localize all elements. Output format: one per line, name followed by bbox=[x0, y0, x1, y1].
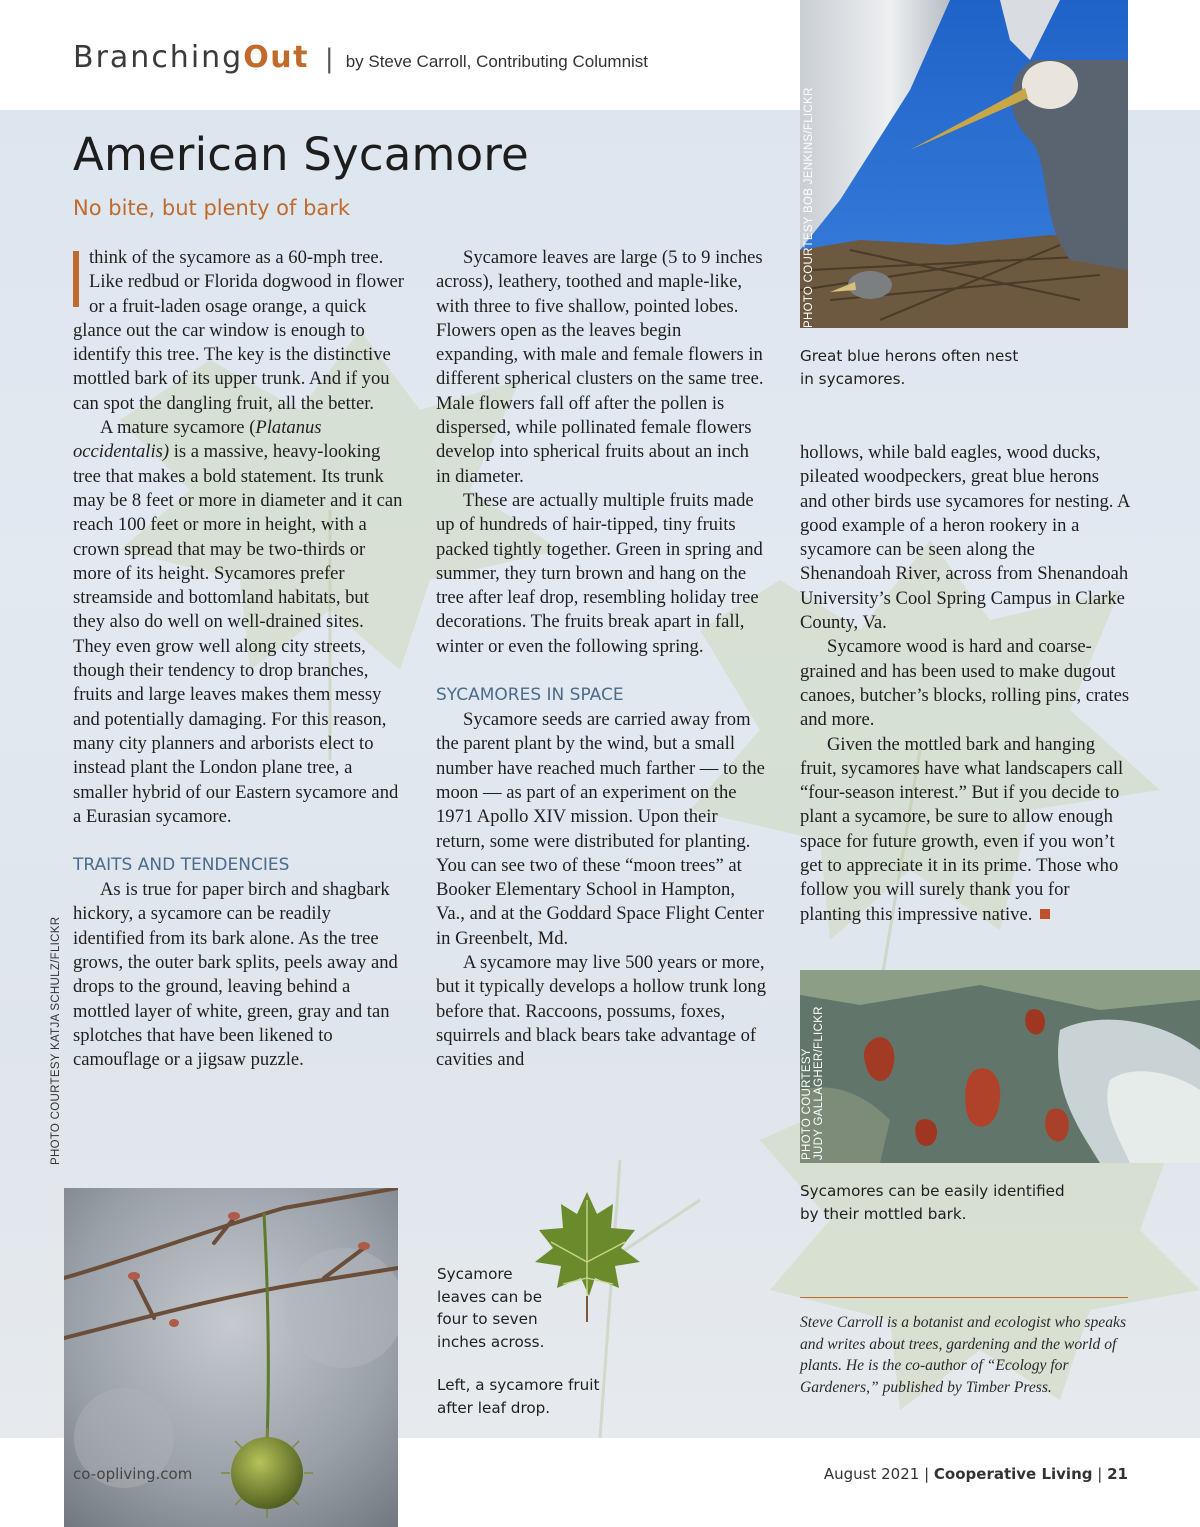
column-header bbox=[73, 40, 648, 84]
footer-magazine-name: Cooperative Living bbox=[933, 1465, 1093, 1483]
footer-date: August 2021 bbox=[823, 1465, 920, 1483]
paragraph: Given the mottled bark and hanging fruit, sycamores have what landscapers call “four-season interest.” But if you decide to plant a sycamore, be sure to allow enough space for future growth, even if you won’t get to appreciate it in its prime. Those who follow you will surely thank you for planting this impressive native. bbox=[800, 733, 1124, 925]
page-number: 21 bbox=[1107, 1465, 1128, 1483]
paragraph: Sycamore wood is hard and coarse-grained and has been used to make dugout canoes, butcher’s blocks, rolling pins, crates and more. bbox=[800, 636, 1130, 731]
bark-photo-credit: PHOTO COURTESY JUDY GALLAGHER/FLICKR bbox=[801, 1006, 825, 1160]
article-column-1 bbox=[73, 246, 405, 1073]
leaf-caption: Sycamore leaves can be four to seven inches across. bbox=[437, 1265, 545, 1351]
author-bio: Steve Carroll is a botanist and ecologist who speaks and writes about trees, gardening and the world of plants. He is the co-author of “Ecology for Gardeners,” published by Timber Press. bbox=[800, 1314, 1127, 1396]
bio-divider bbox=[800, 1297, 1128, 1298]
fruit-caption: Left, a sycamore fruit after leaf drop. bbox=[437, 1376, 600, 1417]
section-heading-space: SYCAMORES IN SPACE bbox=[436, 685, 624, 706]
byline: by Steve Carroll, Contributing Columnist bbox=[345, 52, 649, 71]
heron-photo bbox=[800, 0, 1128, 328]
column-brand-out: Out bbox=[243, 40, 309, 75]
paragraph: think of the sycamore as a 60-mph tree. Like redbud or Florida dogwood in flower or a fruit-laden osage orange, a quick glance out the car window is enough to identify this tree. The key is the distinctive mottled bark of its upper trunk. And if you can spot the dangling fruit, all the better. bbox=[73, 247, 404, 414]
column-brand-branching: Branching bbox=[73, 40, 244, 75]
article-subtitle: No bite, but plenty of bark bbox=[73, 196, 351, 220]
heron-photo-credit: PHOTO COURTESY BOB JENKINS/FLICKR bbox=[803, 87, 815, 328]
article-column-3 bbox=[800, 441, 1130, 927]
paragraph: Sycamore seeds are carried away from the parent plant by the wind, but a small number have reached much farther — to the moon — as part of an experiment on the 1971 Apollo XIV mission. Upon their return, some were distributed for planting. You can see two of these “moon trees” at Booker Elementary School in Hampton, Va., and at the Goddard Space Flight Center in Greenbelt, Md. bbox=[436, 709, 765, 949]
bark-photo bbox=[800, 970, 1200, 1163]
paragraph: A mature sycamore (Platanus occidentalis) is a massive, heavy-looking tree that makes a bold statement. Its trunk may be 8 feet or more in diameter and it can reach 100 feet or more in height, with a crown spread that may be two-thirds or more of its height. Sycamores prefer streamside and bottomland habitats, but they also do well on well-drained sites. They even grow well along city streets, though their tendency to drop branches, fruits and large leaves makes them messy and potentially damaging. For this reason, many city planners and arborists elect to instead plant the London plane tree, a smaller hybrid of our Eastern sycamore and a Eurasian sycamore. bbox=[73, 417, 403, 827]
bark-photo-caption: Sycamores can be easily identified by their mottled bark. bbox=[800, 1182, 1065, 1223]
article-column-2 bbox=[436, 246, 768, 1073]
heron-photo-caption: Great blue herons often nest in sycamores. bbox=[800, 347, 1019, 388]
footer-website: co-opliving.com bbox=[73, 1465, 193, 1483]
paragraph: These are actually multiple fruits made up of hundreds of hair-tipped, tiny fruits packed tightly together. Green in spring and summer, they turn brown and hang on the tree after leaf drop, resembling holiday tree decorations. The fruits break apart in fall, winter or even the following spring. bbox=[436, 489, 763, 657]
paragraph: A sycamore may live 500 years or more, but it typically develops a hollow trunk long before that. Raccoons, possums, foxes, squirrels and black bears take advantage of cavities and bbox=[436, 952, 766, 1071]
sycamore-leaf-image bbox=[535, 1192, 640, 1322]
paragraph: Sycamore leaves are large (5 to 9 inches across), leathery, toothed and maple-like, with three to five shallow, pointed lobes. Flowers open as the leaves begin expanding, with male and female flowers in different spherical clusters on the same tree. Male flowers fall off after the pollen is dispersed, while pollinated female flowers develop into spherical fruits about an inch in diameter. bbox=[436, 247, 764, 487]
paragraph: As is true for paper birch and shagbark hickory, a sycamore can be readily identified from its bark alone. As the tree grows, the outer bark splits, peels away and drops to the ground, leaving behind a mottled layer of white, green, gray and tan splotches that have been likened to camouflage or a jigsaw puzzle. bbox=[73, 879, 398, 1071]
traits-photo-credit: PHOTO COURTESY KATJA SCHULZ/FLICKR bbox=[50, 916, 62, 1165]
footer-folio: August 2021 | Cooperative Living | 21 bbox=[823, 1465, 1128, 1483]
header-separator: | bbox=[324, 44, 334, 74]
fruit-photo-credit: PHOTO COURTESY KATJA SCHULZ/FLICKR bbox=[54, 1188, 66, 1437]
paragraph: hollows, while bald eagles, wood ducks, pileated woodpeckers, great blue herons and other birds use sycamores for nesting. A good example of a heron rookery in a sycamore can be seen along the Shenandoah River, across from Shenandoah University’s Cool Spring Campus in Clarke County, Va. bbox=[800, 442, 1130, 634]
drop-cap-bar bbox=[73, 251, 79, 307]
section-heading-traits: TRAITS AND TENDENCIES bbox=[73, 855, 290, 876]
end-of-article-square-icon bbox=[1040, 909, 1050, 919]
article-title: American Sycamore bbox=[73, 128, 529, 181]
